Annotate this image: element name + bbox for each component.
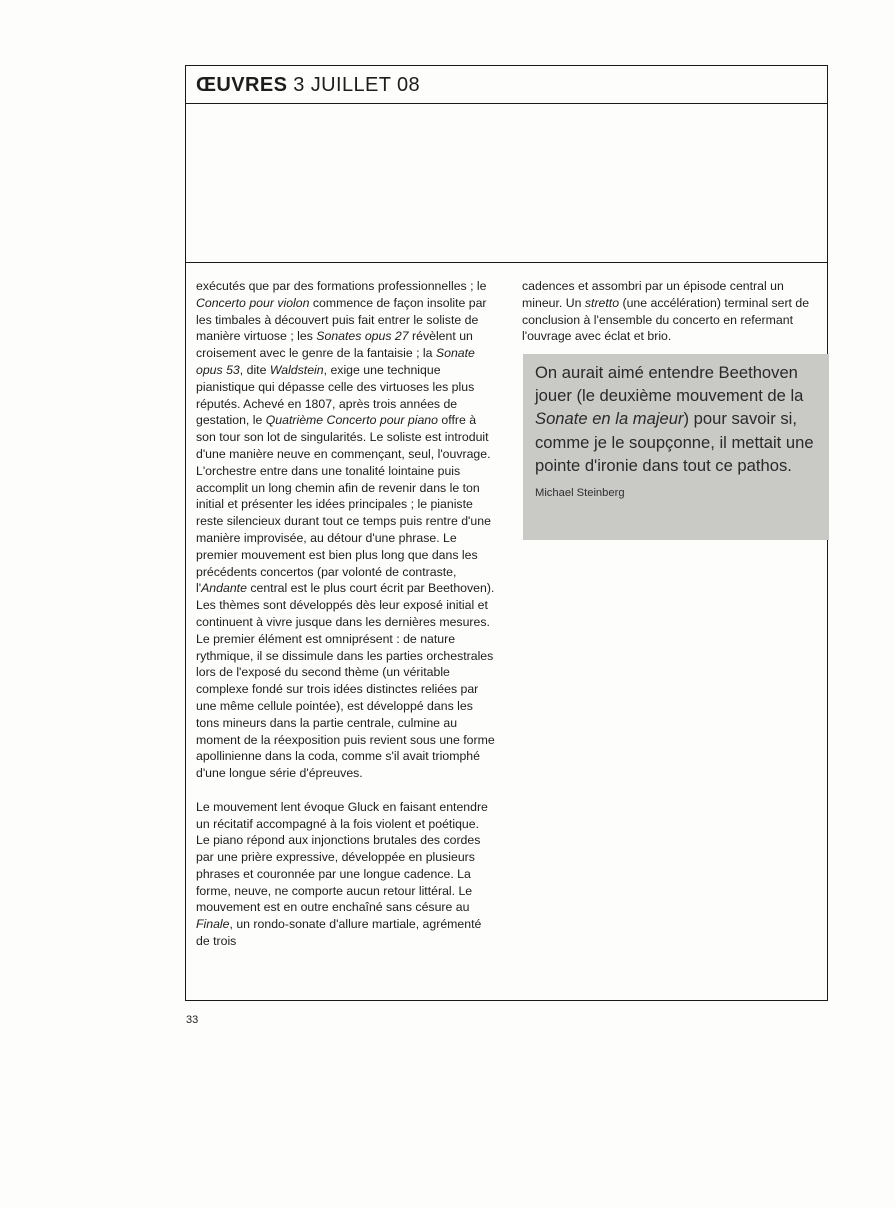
text-run: Le mouvement lent évoque Gluck en faisant entendre un récitatif accompagné à la fois violent et poétique. Le piano répond aux injonctions brutales des cordes par une prière expressive, développée en plusieurs phrases et couronnée par une longue cadence. La forme, neuve, ne comporte aucun retour littéral. Le mouvement est en outre enchaîné sans césure au [196,799,488,915]
article-frame [185,65,828,1001]
pull-quote-text [535,361,819,477]
text-run: cadences et assombri par un épisode central un mineur. Un [522,279,784,310]
text-run: révèlent un croisement avec le genre de la fantaisie ; la [196,329,473,361]
text-run: , un rondo-sonate d'allure martiale, agrémenté de trois [196,917,482,949]
italic-text-run: Finale [196,917,230,932]
italic-text-run: stretto [584,295,620,310]
italic-text-run: Sonate en la majeur [535,409,684,429]
right-column [522,278,814,362]
left-paragraph-2 [196,799,496,950]
text-run: , dite [239,362,270,377]
left-column [196,278,496,967]
text-run: ) pour savoir si, comme je le soupçonne, il mettait une pointe d'ironie dans tout ce pathos. [535,409,814,475]
section-date: 3 JUILLET 08 [293,74,421,96]
text-run: exécutés que par des formations professionnelles ; le [196,279,487,293]
text-run: offre à son tour son lot de singularités. Le soliste est introduit d'une manière neuve en commençant, seul, l'ouvrage. L'orchestre entre dans une tonalité lointaine puis accomplit un long chemin afin de revenir dans le ton initial et présenter les idées principales ; le pianiste reste silencieux durant tout ce temps puis rentre d'une manière improvisée, au détour d'une phrase. Le premier mouvement est bien plus long que dans les précédents concertos (par volonté de contraste, l' [196,413,491,596]
text-run: , exige une technique pianistique qui dépasse celle des virtuoses les plus réputés. Achevé en 1807, après trois années de gestation, le [196,362,475,428]
italic-text-run: Sonates opus 27 [316,329,409,344]
italic-text-run: Quatrième Concerto pour piano [265,413,438,428]
italic-text-run: Concerto pour violon [196,295,310,310]
text-run: central est le plus court écrit par Beethoven). Les thèmes sont développés dès leur exposé initial et continuent à vivre jusque dans les dernières mesures. Le premier élément est omniprésent : de nature rythmique, il se dissimule dans les parties orchestrales lors de l'exposé du second thème (un véritable complexe fondé sur trois idées distinctes reliées par une même cellule pointée), est développé dans les tons mineurs dans la partie centrale, culmine au moment de la réexposition puis revient sous une forme apollinienne dans la coda, comme s'il avait triomphé d'une longue série d'épreuves. [196,581,495,781]
right-paragraph-1 [522,278,814,345]
section-title: ŒUVRES [196,74,288,96]
text-run: commence de façon insolite par les timbales à découvert puis fait entrer le soliste de manière virtuose ; les [196,295,487,344]
page-number: 33 [186,1014,199,1026]
text-run: On aurait aimé entendre Beethoven jouer (le deuxième mouvement de la [535,363,804,406]
italic-text-run: Andante [201,581,247,596]
italic-text-run: Sonate opus 53 [196,346,475,377]
text-run: (une accélération) terminal sert de conclusion à l'ensemble du concerto en refermant l'ouvrage avec éclat et brio. [522,295,810,344]
section-header [186,66,827,104]
left-paragraph-1 [196,278,496,782]
header-area-divider [186,262,827,263]
pull-quote [523,354,829,540]
pull-quote-author: Michael Steinberg [535,487,625,500]
italic-text-run: Waldstein [269,362,324,377]
